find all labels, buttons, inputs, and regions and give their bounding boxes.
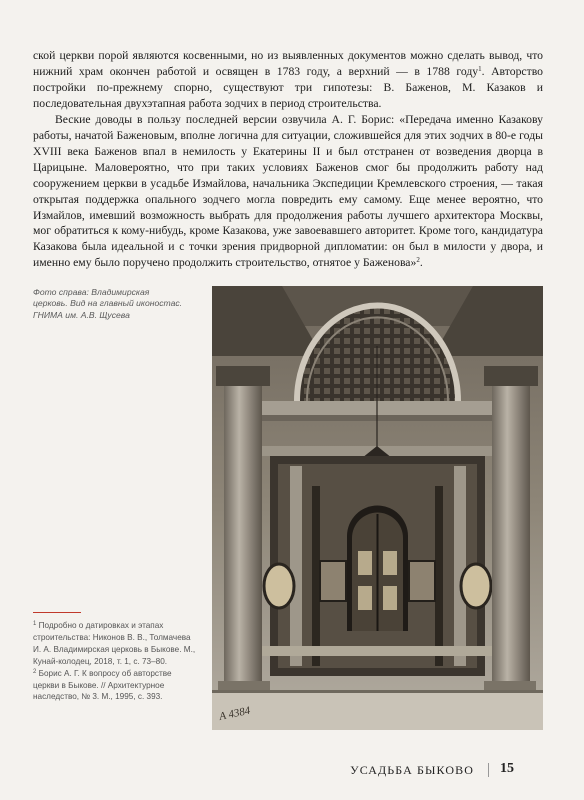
paragraph-2-text: Веские доводы в пользу последней версии озвучила А. Г. Борис: «Передача именно Казакову работы, начатой Баженовым, вполне логична для ситуации, сложившейся для этих зодчих в 80-е годы XVIII века Баженов впал в немилость у Екатерины II и был отстранен от возведения дворца в Царицыне. Маловероятно, что при таких условиях Баженов смог бы продолжить работу над сооружением церкви в усадьбе Измайлова, начальника Экспедиции Кремлевского строения, — такая открытая поддержка опального зодчего могла повредить ему самому. Еще менее вероятно, что Измайлов, имевший возможность выбрать для продолжения работы лучшего архитектора Москвы, мог обратиться к кому-нибудь, кроме Казакова, уже завоевавшего авторитет. Кроме того, кандидатура Казакова была идеальной и с точки зрения придворной дипломатии: он был в милости у двора, и именно ему было поручено продолжить строительство, отнятое у Баженова»	[33, 112, 543, 270]
footnote-1-number: 1	[33, 621, 37, 627]
column-left	[224, 381, 262, 681]
footnote-2	[33, 668, 199, 704]
footnote-2-text: Борис А. Г. К вопросу об авторстве церкви в Быкове. // Архитектурное наследство, № 3. М., 1995, с. 393.	[33, 668, 172, 702]
body-text	[33, 48, 543, 271]
footnote-divider	[33, 612, 81, 613]
running-footer-title: УСАДЬБА БЫКОВО	[350, 763, 474, 777]
icon-left	[264, 564, 294, 608]
footnote-1	[33, 620, 199, 668]
icon-right	[461, 564, 491, 608]
footnote-2-number: 2	[33, 668, 37, 675]
footnote-ref-2: 2	[416, 256, 420, 265]
paragraph-1	[33, 48, 543, 112]
paragraph-1-end: . Авторство постройки по-прежнему спорно, существуют три гипотезы: В. Баженов, М. Казаков и последовательная двухэтапная работа зодчих в период строительства.	[33, 64, 544, 110]
floor	[212, 691, 543, 730]
paragraph-1-text: ской церкви порой являются косвенными, но из выявленных документов можно сделать вывод, что нижний храм окончен работой и освящен в 1783 году, а верхний — в 1788 году	[33, 49, 543, 78]
church-interior-photo	[212, 286, 543, 730]
footnote-ref-1: 1	[478, 64, 482, 73]
iconostasis-illustration	[212, 286, 543, 730]
paragraph-2	[33, 112, 543, 272]
footnote-1-text: Подробно о датировках и этапах строительства: Никонов В. В., Толмачева И. А. Владимирская церковь в Быкове. М., Кунай-колодец, 2018, т. 1, с. 73–80.	[33, 621, 196, 666]
footer-separator	[488, 763, 489, 777]
footnotes	[33, 620, 199, 703]
paragraph-2-end: .	[419, 256, 423, 270]
column-right	[492, 381, 530, 681]
page-number: 15	[500, 761, 514, 776]
photo-caption: Фото справа: Владимирская церковь. Вид на главный иконостас. ГНИМА им. А.В. Щусева	[33, 287, 183, 320]
inventory-mark: А 4384	[218, 704, 252, 723]
